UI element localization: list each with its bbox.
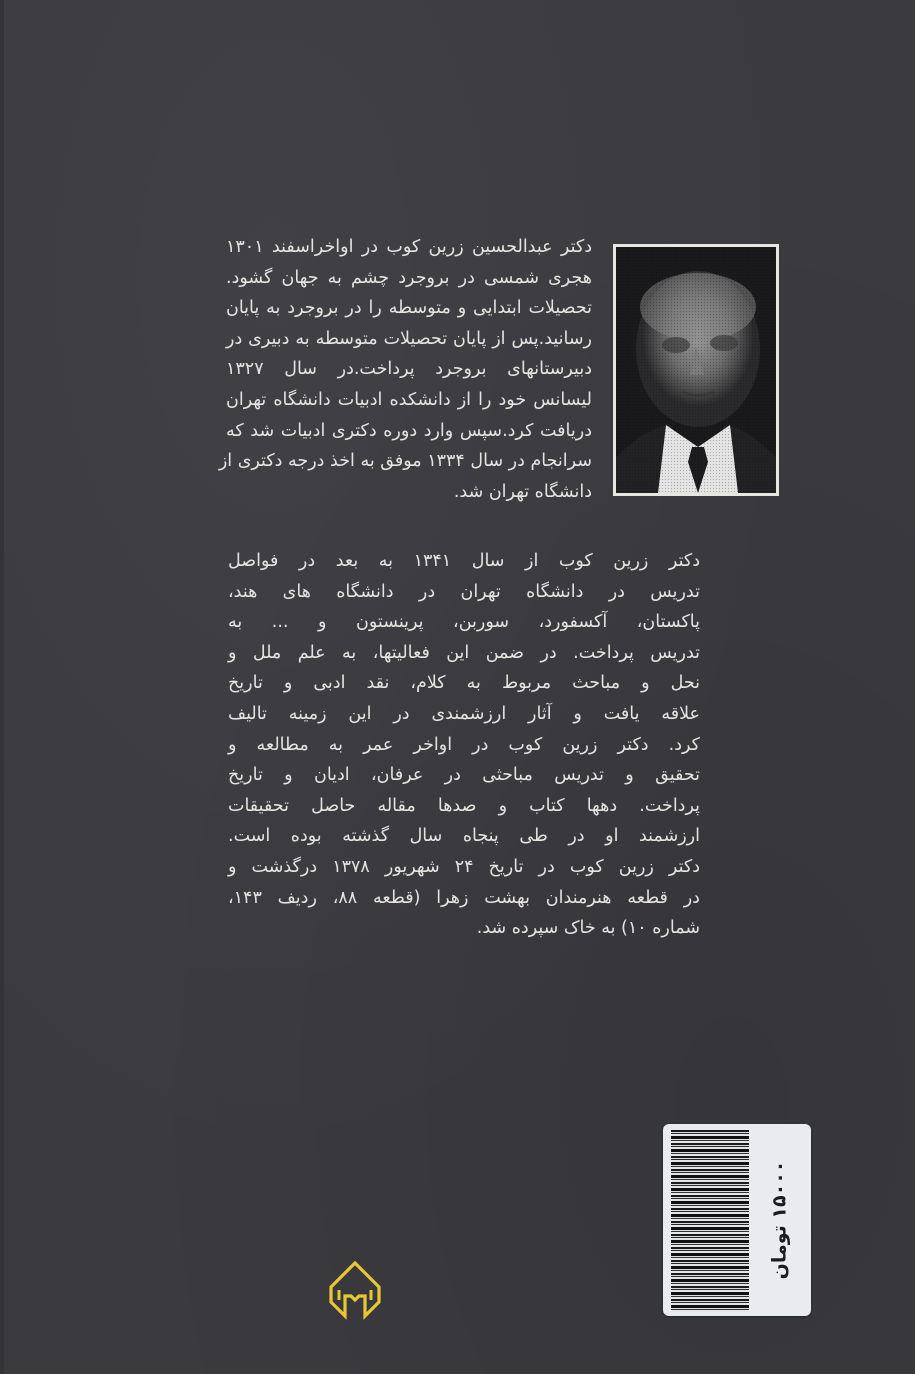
bio-line: نحل و مباحث مربوط به کلام، نقد ادبی و تاریخ [228,673,700,694]
bio-line: پاکستان، آکسفورد، سوربن، پرینستون و ... به [228,612,700,633]
price-sticker [663,1124,811,1316]
bio-line: لیسانس خود را از دانشکده ادبیات دانشگاه تهران [226,389,592,410]
bio-line: تحصیلات ابتدایی و متوسطه را در بروجرد به پایان [226,298,592,319]
publisher-logo-icon [323,1260,387,1322]
price-label [759,1124,799,1316]
publisher-logo [323,1260,387,1322]
bio-line: شماره ۱۰) به خاک سپرده شد. [476,918,700,939]
bio-paragraph-1 [218,232,592,507]
bio-line: دریافت کرد.سپس وارد دوره دکتری ادبیات شد که [226,420,592,441]
author-portrait-icon [616,247,776,493]
bio-line: دکتر عبدالحسین زرین کوب در اواخراسفند ۱۳۰۱ [226,237,592,257]
bio-line: دکتر زرین کوب از سال ۱۳۴۱ به بعد در فواصل [228,551,700,571]
bio-line: دکتر زرین کوب در تاریخ ۲۴ شهریور ۱۳۷۸ درگذشت و [228,856,700,877]
author-photo [613,244,779,496]
bio-line: دانشگاه تهران شد. [453,481,592,502]
bio-line: رسانید.پس از پایان تحصیلات متوسطه به دبیری در [226,328,592,349]
bio-line: هجری شمسی در بروجرد چشم به جهان گشود. [226,267,592,288]
bio-line: سرانجام در سال ۱۳۳۴ موفق به اخذ درجه دکتری از [218,451,592,472]
bio-line: پرداخت. دهها کتاب و صدها مقاله حاصل تحقیقات [228,795,700,816]
bio-line: ارزشمند او در طی پنجاه سال گذشته بوده است. [228,826,700,847]
bio-line: تدریس در دانشگاه تهران در دانشگاه های هند، [228,581,700,602]
bio-line: در قطعه هنرمندان بهشت زهرا (قطعه ۸۸، ردیف ۱۴۳، [228,887,700,908]
bio-line: کرد. دکتر زرین کوب در اواخر عمر به مطالعه و [228,734,700,755]
barcode-icon [671,1130,749,1312]
bio-line: تدریس پرداخت. در ضمن این فعالیتها، به علم ملل و [228,642,700,663]
price-value: ۱۵۰۰۰ تومان [768,1160,791,1280]
bio-line: دبیرستانهای بروجرد پرداخت.در سال ۱۳۲۷ [226,359,592,380]
bio-line: تحقیق و تدریس مباحثی در عرفان، ادیان و تاریخ [228,765,700,786]
spine-edge [0,0,4,1374]
bio-paragraph-2 [228,546,700,944]
bio-line: علاقه یافت و آثار ارزشمندی در این زمینه تالیف [228,703,700,724]
